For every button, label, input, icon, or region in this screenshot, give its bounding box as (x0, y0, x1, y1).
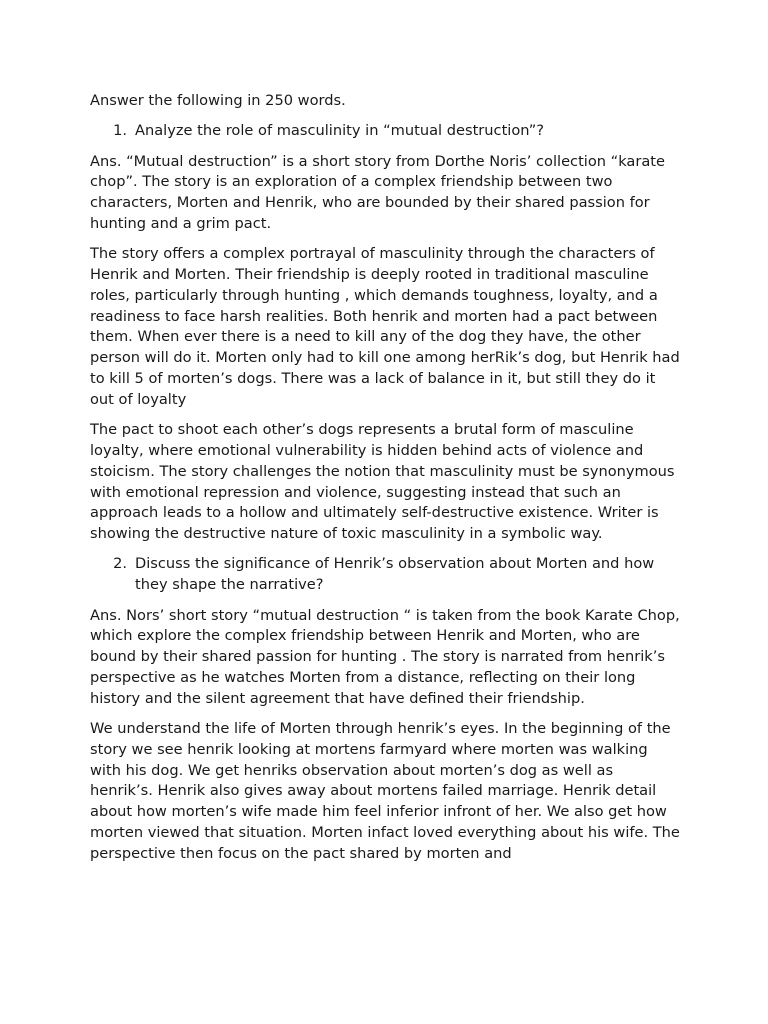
answer-1-paragraph-1: Ans. “Mutual destruction” is a short story from Dorthe Noris’ collection “karate chop”. The story is an exploration of a complex friendship between two characters, Morten and Henrik, who are bounded by their shared passion for hunting and a grim pact. (90, 152, 666, 232)
instruction-text: Answer the following in 250 words. (90, 92, 346, 109)
question-1 (90, 121, 680, 142)
answer-1-paragraph-3: The pact to shoot each other’s dogs represents a brutal form of masculine loyalty, where emotional vulnerability is hidden behind acts of violence and stoicism. The story challenges the notion that masculinity must be synonymous with emotional repression and violence, suggesting instead that such an approach leads to a hollow and ultimately self-destructive existence. Writer is showing the destructive nature of toxic masculinity in a symbolic way. (90, 421, 675, 543)
question-1-text: Analyze the role of masculinity in “mutual destruction”? (135, 122, 545, 140)
document-body (90, 91, 680, 874)
question-2-number: 2. (113, 555, 127, 573)
answer-2-paragraph-1: Ans. Nors’ short story “mutual destruction “ is taken from the book Karate Chop, which explore the complex friendship between Henrik and Morten, who are bound by their shared passion for hunting . The story is narrated from henrik’s perspective as he watches Morten from a distance, reflecting on their long history and the silent agreement that have defined their friendship. (90, 606, 680, 707)
question-1-number: 1. (113, 122, 127, 140)
question-2 (90, 554, 680, 596)
answer-1-paragraph-2: The story offers a complex portrayal of masculinity through the characters of Henrik and Morten. Their friendship is deeply rooted in traditional masculine roles, particularly through hunting , which demands toughness, loyalty, and a readiness to face harsh realities. Both henrik and morten had a pact between them. When ever there is a need to kill any of the dog they have, the other person will do it. Morten only had to kill one among herRik’s dog, but Henrik had to kill 5 of morten’s dogs. There was a lack of balance in it, but still they do it out of loyalty (90, 245, 680, 408)
question-2-text: Discuss the significance of Henrik’s observation about Morten and how they shape the narrative? (135, 555, 655, 594)
answer-2-paragraph-2: We understand the life of Morten through henrik’s eyes. In the beginning of the story we see henrik looking at mortens farmyard where morten was walking with his dog. We get henriks observation about morten’s dog as well as henrik’s. Henrik also gives away about mortens failed marriage. Henrik detail about how morten’s wife made him feel inferior infront of her. We also get how morten viewed that situation. Morten infact loved everything about his wife. The perspective then focus on the pact shared by morten and (90, 720, 680, 862)
